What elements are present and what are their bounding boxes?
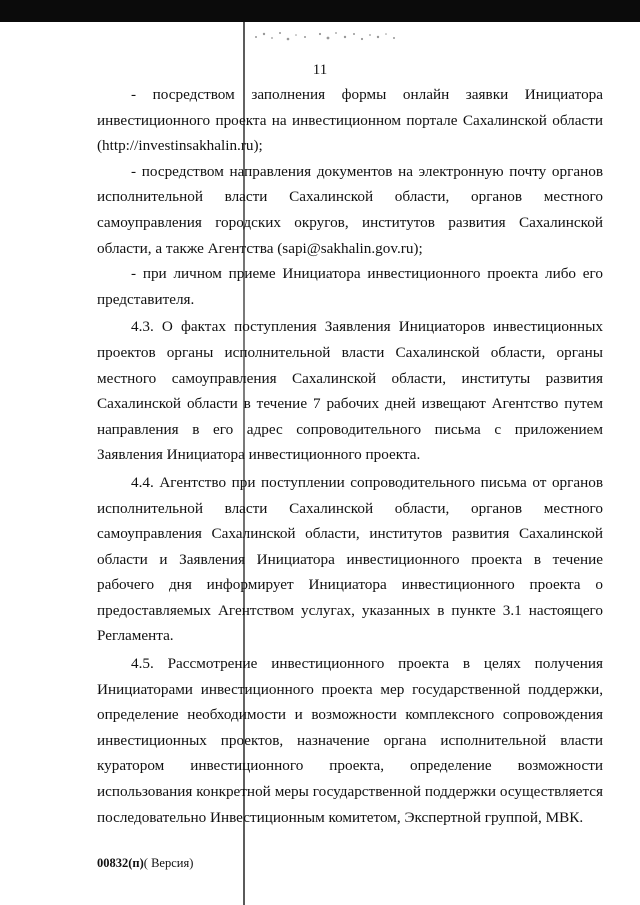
paragraph-submission-online: - посредством заполнения формы онлайн заявки Инициатора инвестиционного проекта на инвестиционном портале Сахалинской области (http://investinsakhalin.ru); <box>97 86 603 155</box>
paragraph-4-3: 4.3. О фактах поступления Заявления Инициаторов инвестиционных проектов органы исполнительной власти Сахалинской области, органы местного самоуправления Сахалинской области, институты развития Сахалинской области в течение 7 рабочих дней извещают Агентство путем направления в его адрес сопроводительного письма с приложением Заявления Инициатора инвестиционного проекта. <box>97 318 603 464</box>
footer-code: 00832(п) <box>97 856 144 870</box>
footer-version: ( Версия) <box>143 856 194 870</box>
paragraph-submission-in-person: - при личном приеме Инициатора инвестиционного проекта либо его представителя. <box>97 265 603 308</box>
paragraph-4-4: 4.4. Агентство при поступлении сопроводительного письма от органов исполнительной власти Сахалинской области, органов местного самоуправления Сахалинской области, институтов развития Сахалинской области и Заявления Инициатора инвестиционного проекта в течение рабочего дня информирует Инициатора инвестиционного проекта о предоставляемых Агентством услугах, указанных в пункте 3.1 настоящего Регламента. <box>97 473 603 645</box>
document-footer <box>97 856 193 871</box>
document-body <box>97 82 603 830</box>
scan-top-border <box>0 0 640 22</box>
paragraph-4-5: 4.5. Рассмотрение инвестиционного проекта в целях получения Инициаторами инвестиционного проекта мер государственной поддержки, определение необходимости и возможности комплексного сопровождения инвестиционных проектов, назначение органа исполнительной власти куратором инвестиционного проекта, определение возможности использования конкретной меры государственной поддержки осуществляется последовательно Инвестиционным комитетом, Экспертной группой, МВК. <box>97 655 603 826</box>
page-number: 11 <box>312 62 328 78</box>
paragraph-submission-email: - посредством направления документов на электронную почту органов исполнительной власти Сахалинской области, органов местного самоуправления городских округов, институтов развития Сахалинской области, а также Агентства (sapi@sakhalin.gov.ru); <box>97 162 603 257</box>
scan-noise-mark <box>250 28 400 44</box>
